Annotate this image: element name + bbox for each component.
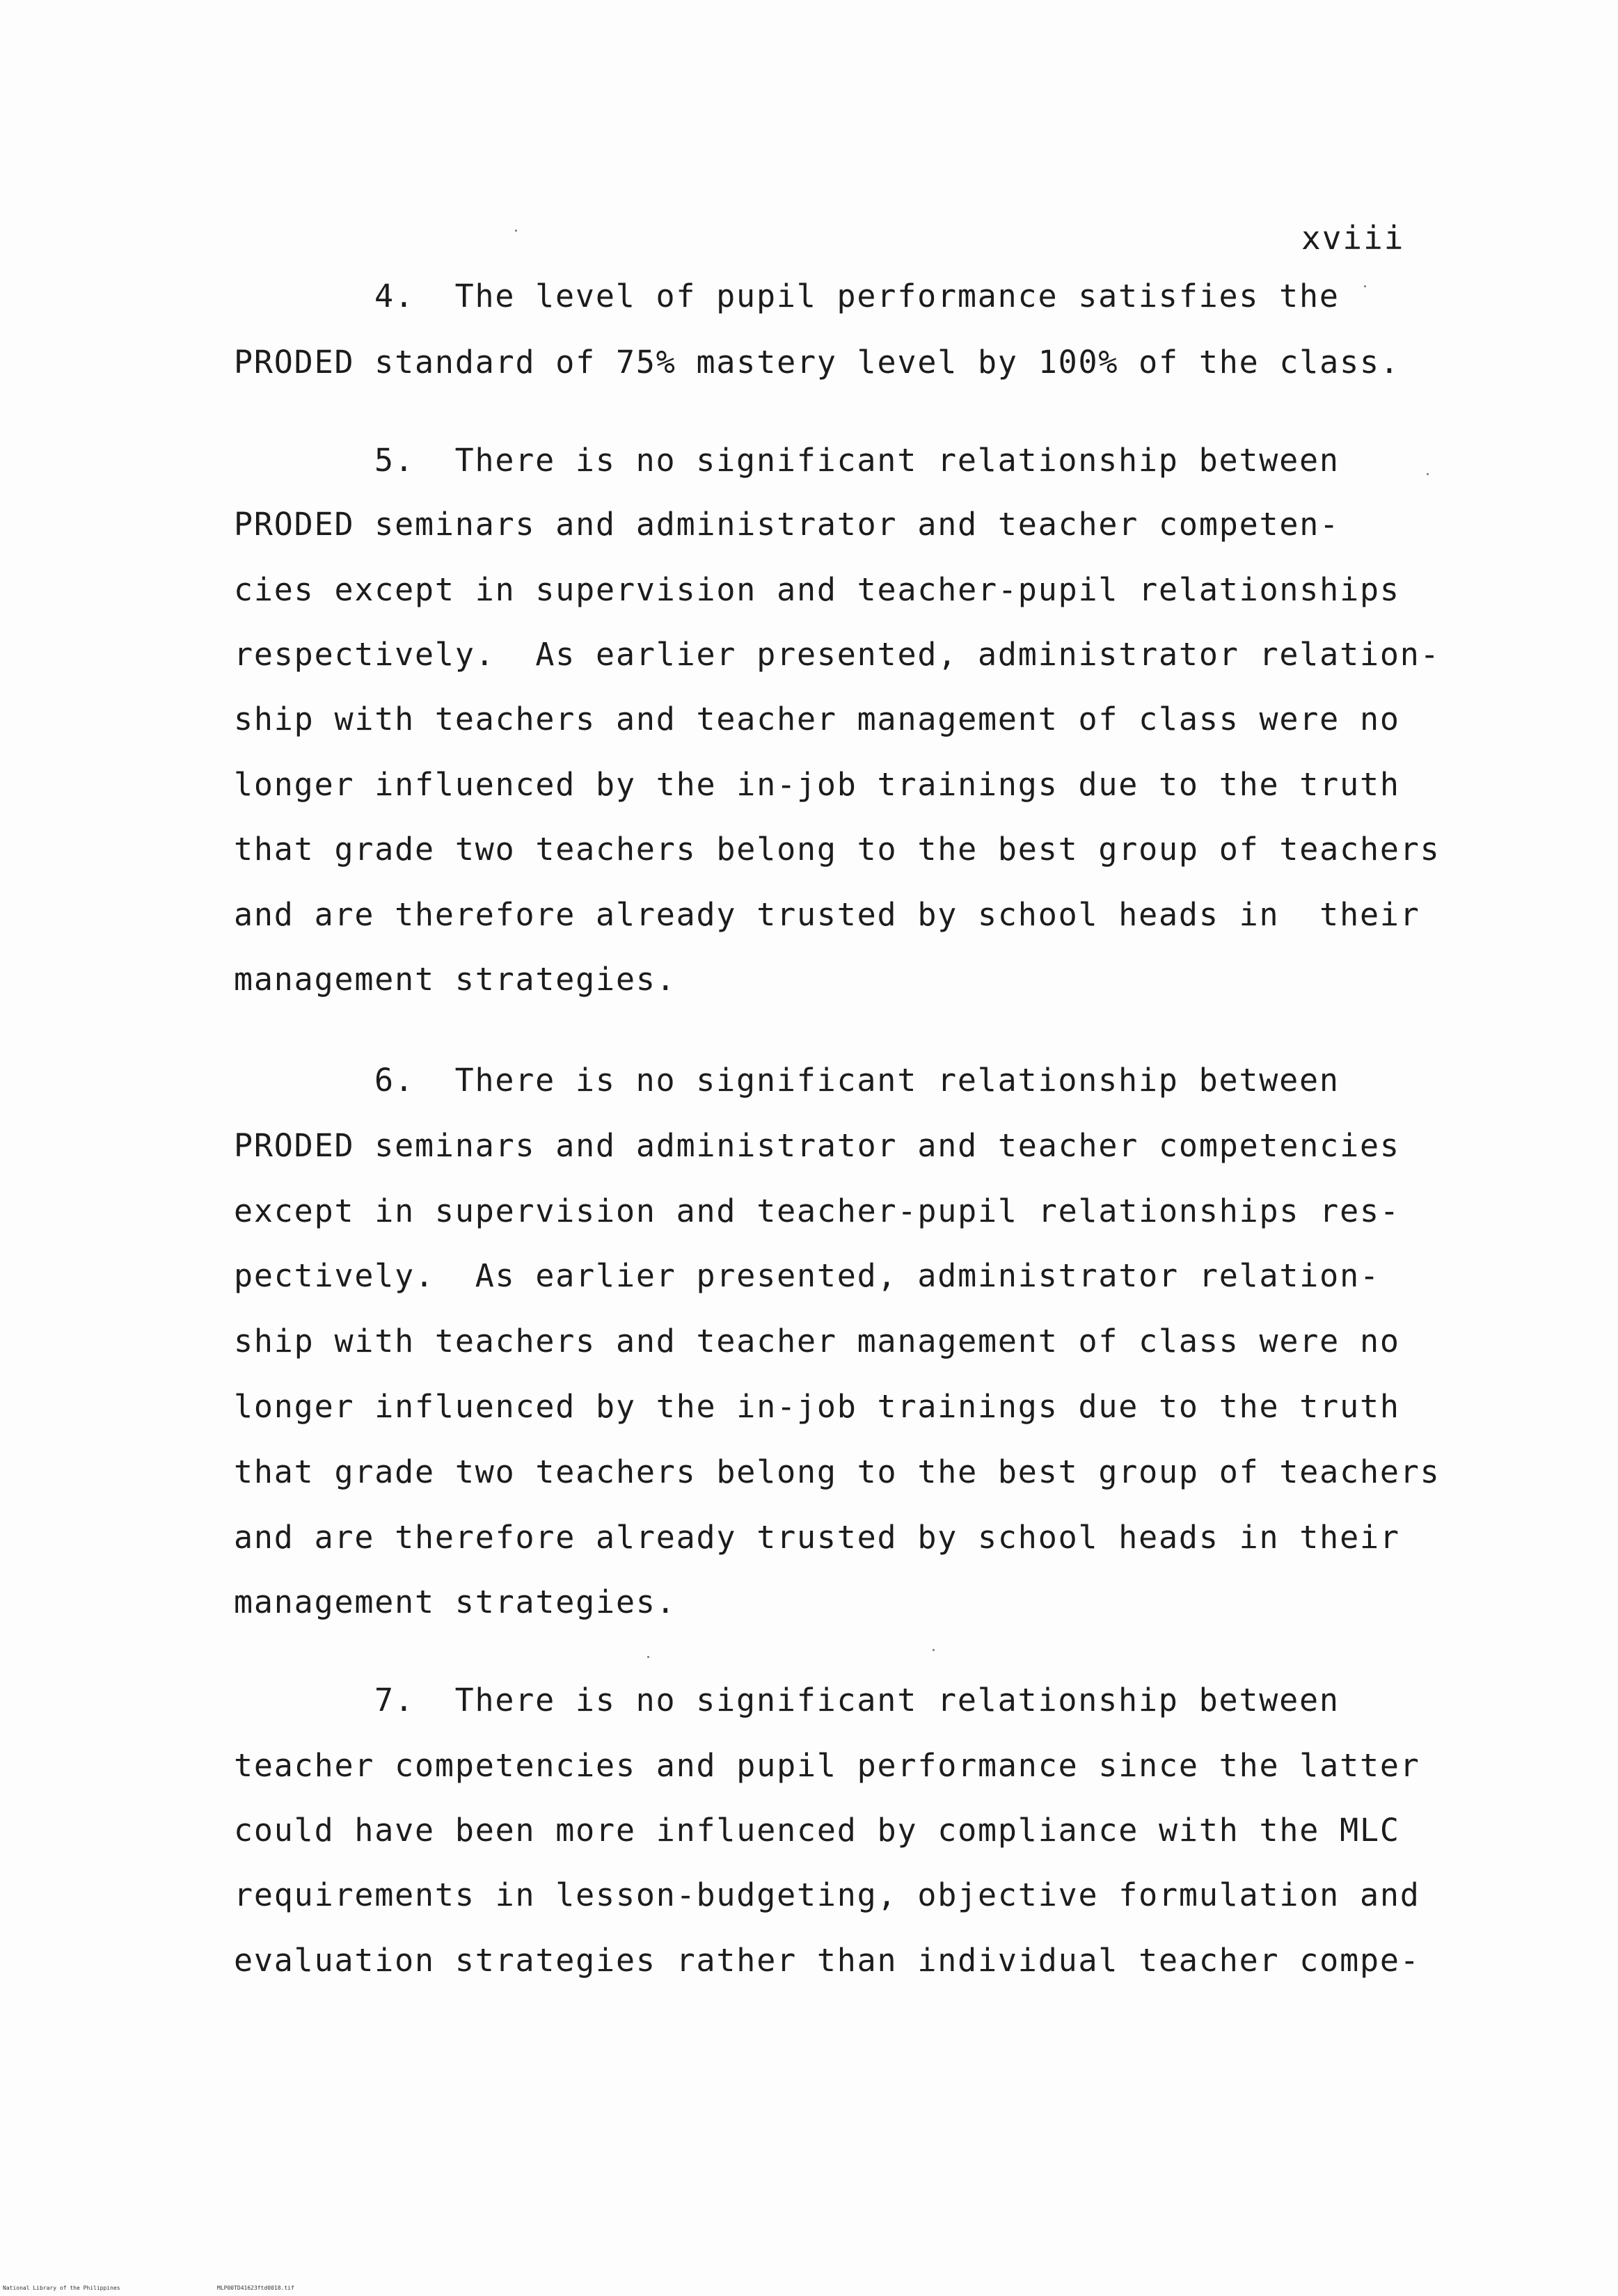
- paragraph-7-line-3: could have been more influenced by compliance with the MLC: [234, 1812, 1400, 1849]
- paragraph-6-line-9: management strategies.: [234, 1584, 676, 1620]
- paragraph-5-line-8: and are therefore already trusted by school heads in their: [234, 896, 1420, 933]
- paragraph-6-line-7: that grade two teachers belong to the best group of teachers: [234, 1453, 1441, 1490]
- paragraph-5-line-6: longer influenced by the in-job trainings due to the truth: [234, 766, 1400, 803]
- paragraph-7-line-2: teacher competencies and pupil performance since the latter: [234, 1747, 1420, 1784]
- scan-speck: [933, 1649, 935, 1651]
- paragraph-4-line-2: PRODED standard of 75% mastery level by 100% of the class.: [234, 344, 1400, 381]
- paragraph-5-line-7: that grade two teachers belong to the best group of teachers: [234, 831, 1441, 868]
- scan-speck: [1364, 285, 1366, 287]
- scan-speck: [515, 230, 517, 232]
- paragraph-6-line-6: longer influenced by the in-job trainings due to the truth: [234, 1388, 1400, 1425]
- paragraph-7-line-1: 7. There is no significant relationship between: [374, 1682, 1340, 1719]
- paragraph-5-line-9: management strategies.: [234, 961, 676, 998]
- paragraph-6-line-1: 6. There is no significant relationship between: [374, 1062, 1340, 1099]
- paragraph-5-line-2: PRODED seminars and administrator and teacher competen-: [234, 506, 1340, 543]
- paragraph-5-line-5: ship with teachers and teacher management of class were no: [234, 701, 1400, 738]
- paragraph-6-line-2: PRODED seminars and administrator and teacher competencies: [234, 1127, 1400, 1164]
- footer-library: National Library of the Philippines: [3, 2285, 120, 2291]
- paragraph-5-line-4: respectively. As earlier presented, administrator relation-: [234, 636, 1441, 673]
- paragraph-4-line-1: 4. The level of pupil performance satisfies the: [374, 278, 1340, 314]
- paragraph-6-line-5: ship with teachers and teacher management of class were no: [234, 1323, 1400, 1360]
- paragraph-7-line-4: requirements in lesson-budgeting, objective formulation and: [234, 1876, 1420, 1913]
- paragraph-6-line-3: except in supervision and teacher-pupil relationships res-: [234, 1193, 1400, 1229]
- paragraph-6-line-8: and are therefore already trusted by school heads in their: [234, 1519, 1400, 1556]
- scan-speck: [647, 1656, 649, 1658]
- page-number: xviii: [1301, 219, 1405, 257]
- scan-speck: [1427, 473, 1429, 475]
- paragraph-7-line-5: evaluation strategies rather than individual teacher compe-: [234, 1942, 1420, 1979]
- paragraph-5-line-1: 5. There is no significant relationship between: [374, 442, 1340, 479]
- paragraph-6-line-4: pectively. As earlier presented, administrator relation-: [234, 1257, 1380, 1294]
- footer-file-name: MLP00TD41623ftd0018.tif: [217, 2285, 294, 2291]
- paragraph-5-line-3: cies except in supervision and teacher-pupil relationships: [234, 571, 1400, 608]
